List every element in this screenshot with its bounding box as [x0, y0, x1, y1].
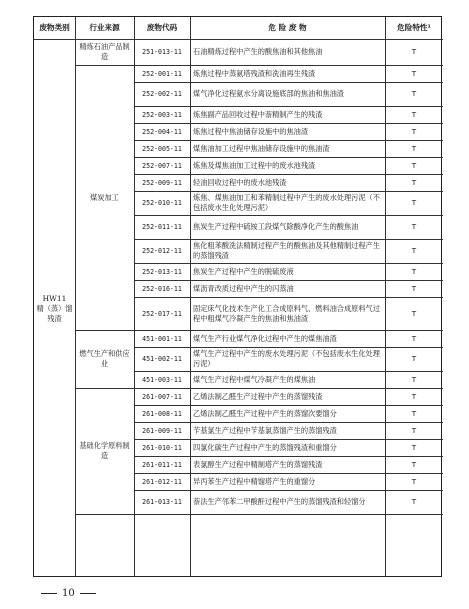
hazard-property: T	[411, 391, 417, 401]
waste-name: 苄基氯生产过程中苄基氯蒸馏产生的蒸馏残渣	[193, 425, 337, 435]
waste-name: 四氯化碳生产过程中产生的蒸馏残渣和重馏分	[193, 442, 337, 452]
industry-source: 基础化学原料制造	[79, 441, 130, 460]
waste-name: 乙烯法制乙醛生产过程中产生的蒸馏残渣	[193, 391, 323, 401]
waste-name: 焦化粗苯酸洗法精制过程产生的酸焦油及其他精制过程产生的蒸馏残渣	[193, 241, 380, 260]
waste-code: 451-001-11	[142, 334, 182, 343]
waste-code: 261-007-11	[142, 392, 182, 401]
footer-dash-left	[41, 593, 57, 594]
hazard-property: T	[411, 68, 417, 78]
hazard-property: T	[411, 246, 417, 255]
waste-code: 252-001-11	[142, 69, 182, 78]
hazard-property: T	[411, 198, 417, 207]
column-divider	[75, 17, 76, 576]
column-divider	[385, 17, 386, 576]
waste-code: 451-002-11	[142, 355, 182, 363]
waste-code: 252-016-11	[142, 284, 182, 293]
hazard-property: T	[411, 47, 417, 56]
waste-code: 252-007-11	[142, 161, 182, 170]
header-waste-name: 危 险 废 物	[268, 23, 307, 32]
waste-code: 252-002-11	[142, 90, 182, 98]
hazard-property: T	[411, 160, 417, 170]
waste-name: 煤气生产过程中煤气冷凝产生的煤焦油	[193, 374, 316, 384]
waste-code: 252-013-11	[142, 267, 182, 276]
waste-code: 252-010-11	[142, 199, 182, 207]
waste-code: 261-010-11	[142, 443, 182, 452]
hazard-property: T	[411, 177, 417, 187]
category-cell	[34, 39, 75, 578]
header-category: 废物类别	[39, 23, 70, 32]
hazard-property: T	[411, 89, 417, 98]
waste-code: 251-013-11	[142, 48, 182, 56]
hazard-property: T	[411, 354, 417, 363]
waste-name: 煤焦油加工过程中焦油储存设施中的焦油渣	[193, 143, 330, 153]
waste-code: 252-005-11	[142, 144, 182, 153]
hazard-property: T	[411, 308, 417, 318]
waste-name: 轻油回收过程中的废水池残渣	[193, 177, 287, 187]
footer-dash-right	[80, 593, 96, 594]
category-code: HW11	[42, 293, 67, 303]
hazardous-waste-table	[33, 16, 442, 577]
hazard-property: T	[411, 374, 417, 384]
column-divider	[134, 17, 135, 576]
waste-name: 表氯醇生产过程中精制塔产生的蒸馏残渣	[193, 459, 323, 469]
waste-code: 252-009-11	[142, 178, 182, 187]
industry-source: 精炼石油产品制造	[79, 42, 130, 61]
waste-code: 261-012-11	[142, 477, 182, 486]
industry-source: 燃气生产和供应业	[79, 349, 130, 368]
waste-code: 252-011-11	[142, 223, 182, 231]
waste-name: 炼焦过程中焦油储存设施中的焦油渣	[193, 126, 309, 136]
hazard-property: T	[411, 476, 417, 486]
waste-name: 固定床气化技术生产化工合成原料气、燃料油合成原料气过程中粗煤气冷凝产生的焦油和焦油渣	[193, 303, 380, 323]
waste-code: 261-013-11	[142, 498, 182, 506]
hazard-property: T	[411, 222, 417, 231]
waste-name: 煤气生产过程中产生的废水处理污泥（不包括废水生化处理污泥）	[193, 349, 380, 368]
waste-name: 异丙苯生产过程中精馏塔产生的重馏分	[193, 476, 316, 486]
waste-name: 煤气净化过程氨水分离设施底部的焦油和焦油渣	[193, 89, 344, 98]
waste-name: 炼焦、煤焦油加工和苯精制过程中产生的废水处理污泥（不包括废水生化处理污泥）	[193, 193, 380, 212]
industry-source: 煤炭加工	[90, 192, 119, 202]
waste-name: 萘法生产邻苯二甲酸酐过程中产生的蒸馏残渣和轻馏分	[193, 497, 366, 506]
waste-name: 焦炭生产过程中产生的脱硫废液	[193, 266, 294, 276]
waste-name: 石油精炼过程中产生的酸焦油和其他焦油	[193, 47, 323, 56]
hazard-property: T	[411, 283, 417, 293]
waste-code: 261-011-11	[142, 460, 182, 469]
waste-code: 252-004-11	[142, 127, 182, 136]
waste-name: 煤气生产行业煤气净化过程中产生的煤焦油渣	[193, 333, 337, 343]
waste-code: 252-017-11	[142, 309, 182, 318]
waste-name: 煤沥青改质过程中产生的闪蒸油	[193, 283, 294, 293]
waste-code: 252-003-11	[142, 110, 182, 119]
category-name: 精（蒸）馏残渣	[36, 303, 73, 323]
waste-name: 炼焦副产品回收过程中萘精制产生的残渣	[193, 109, 323, 119]
waste-code: 252-012-11	[142, 247, 182, 255]
row-divider	[75, 514, 443, 515]
header-code: 废物代码	[146, 23, 178, 32]
page-number: 10	[62, 588, 75, 599]
header-industry: 行业来源	[89, 23, 120, 32]
header-hazard: 危险特性¹	[397, 23, 431, 32]
hazard-property: T	[411, 109, 417, 119]
waste-code: 451-003-11	[142, 375, 182, 384]
waste-code: 261-009-11	[142, 426, 182, 435]
waste-code: 261-008-11	[142, 409, 182, 418]
waste-name: 炼焦过程中蒸氨塔残渣和洗油再生残渣	[193, 68, 316, 78]
waste-name: 炼焦及煤焦油加工过程中的废水池残渣	[193, 160, 316, 170]
hazard-property: T	[411, 266, 417, 276]
hazard-property: T	[411, 333, 417, 343]
waste-name: 焦炭生产过程中硫铵工段煤气除酸净化产生的酸焦油	[193, 222, 359, 231]
hazard-property: T	[411, 497, 417, 506]
waste-name: 乙烯法制乙醛生产过程中产生的蒸馏次要馏分	[193, 408, 337, 418]
column-divider	[190, 17, 191, 576]
hazard-property: T	[411, 143, 417, 153]
page-footer	[36, 588, 101, 599]
hazard-property: T	[411, 459, 417, 469]
hazard-property: T	[411, 442, 417, 452]
hazard-property: T	[411, 408, 417, 418]
hazard-property: T	[411, 126, 417, 136]
hazard-property: T	[411, 425, 417, 435]
